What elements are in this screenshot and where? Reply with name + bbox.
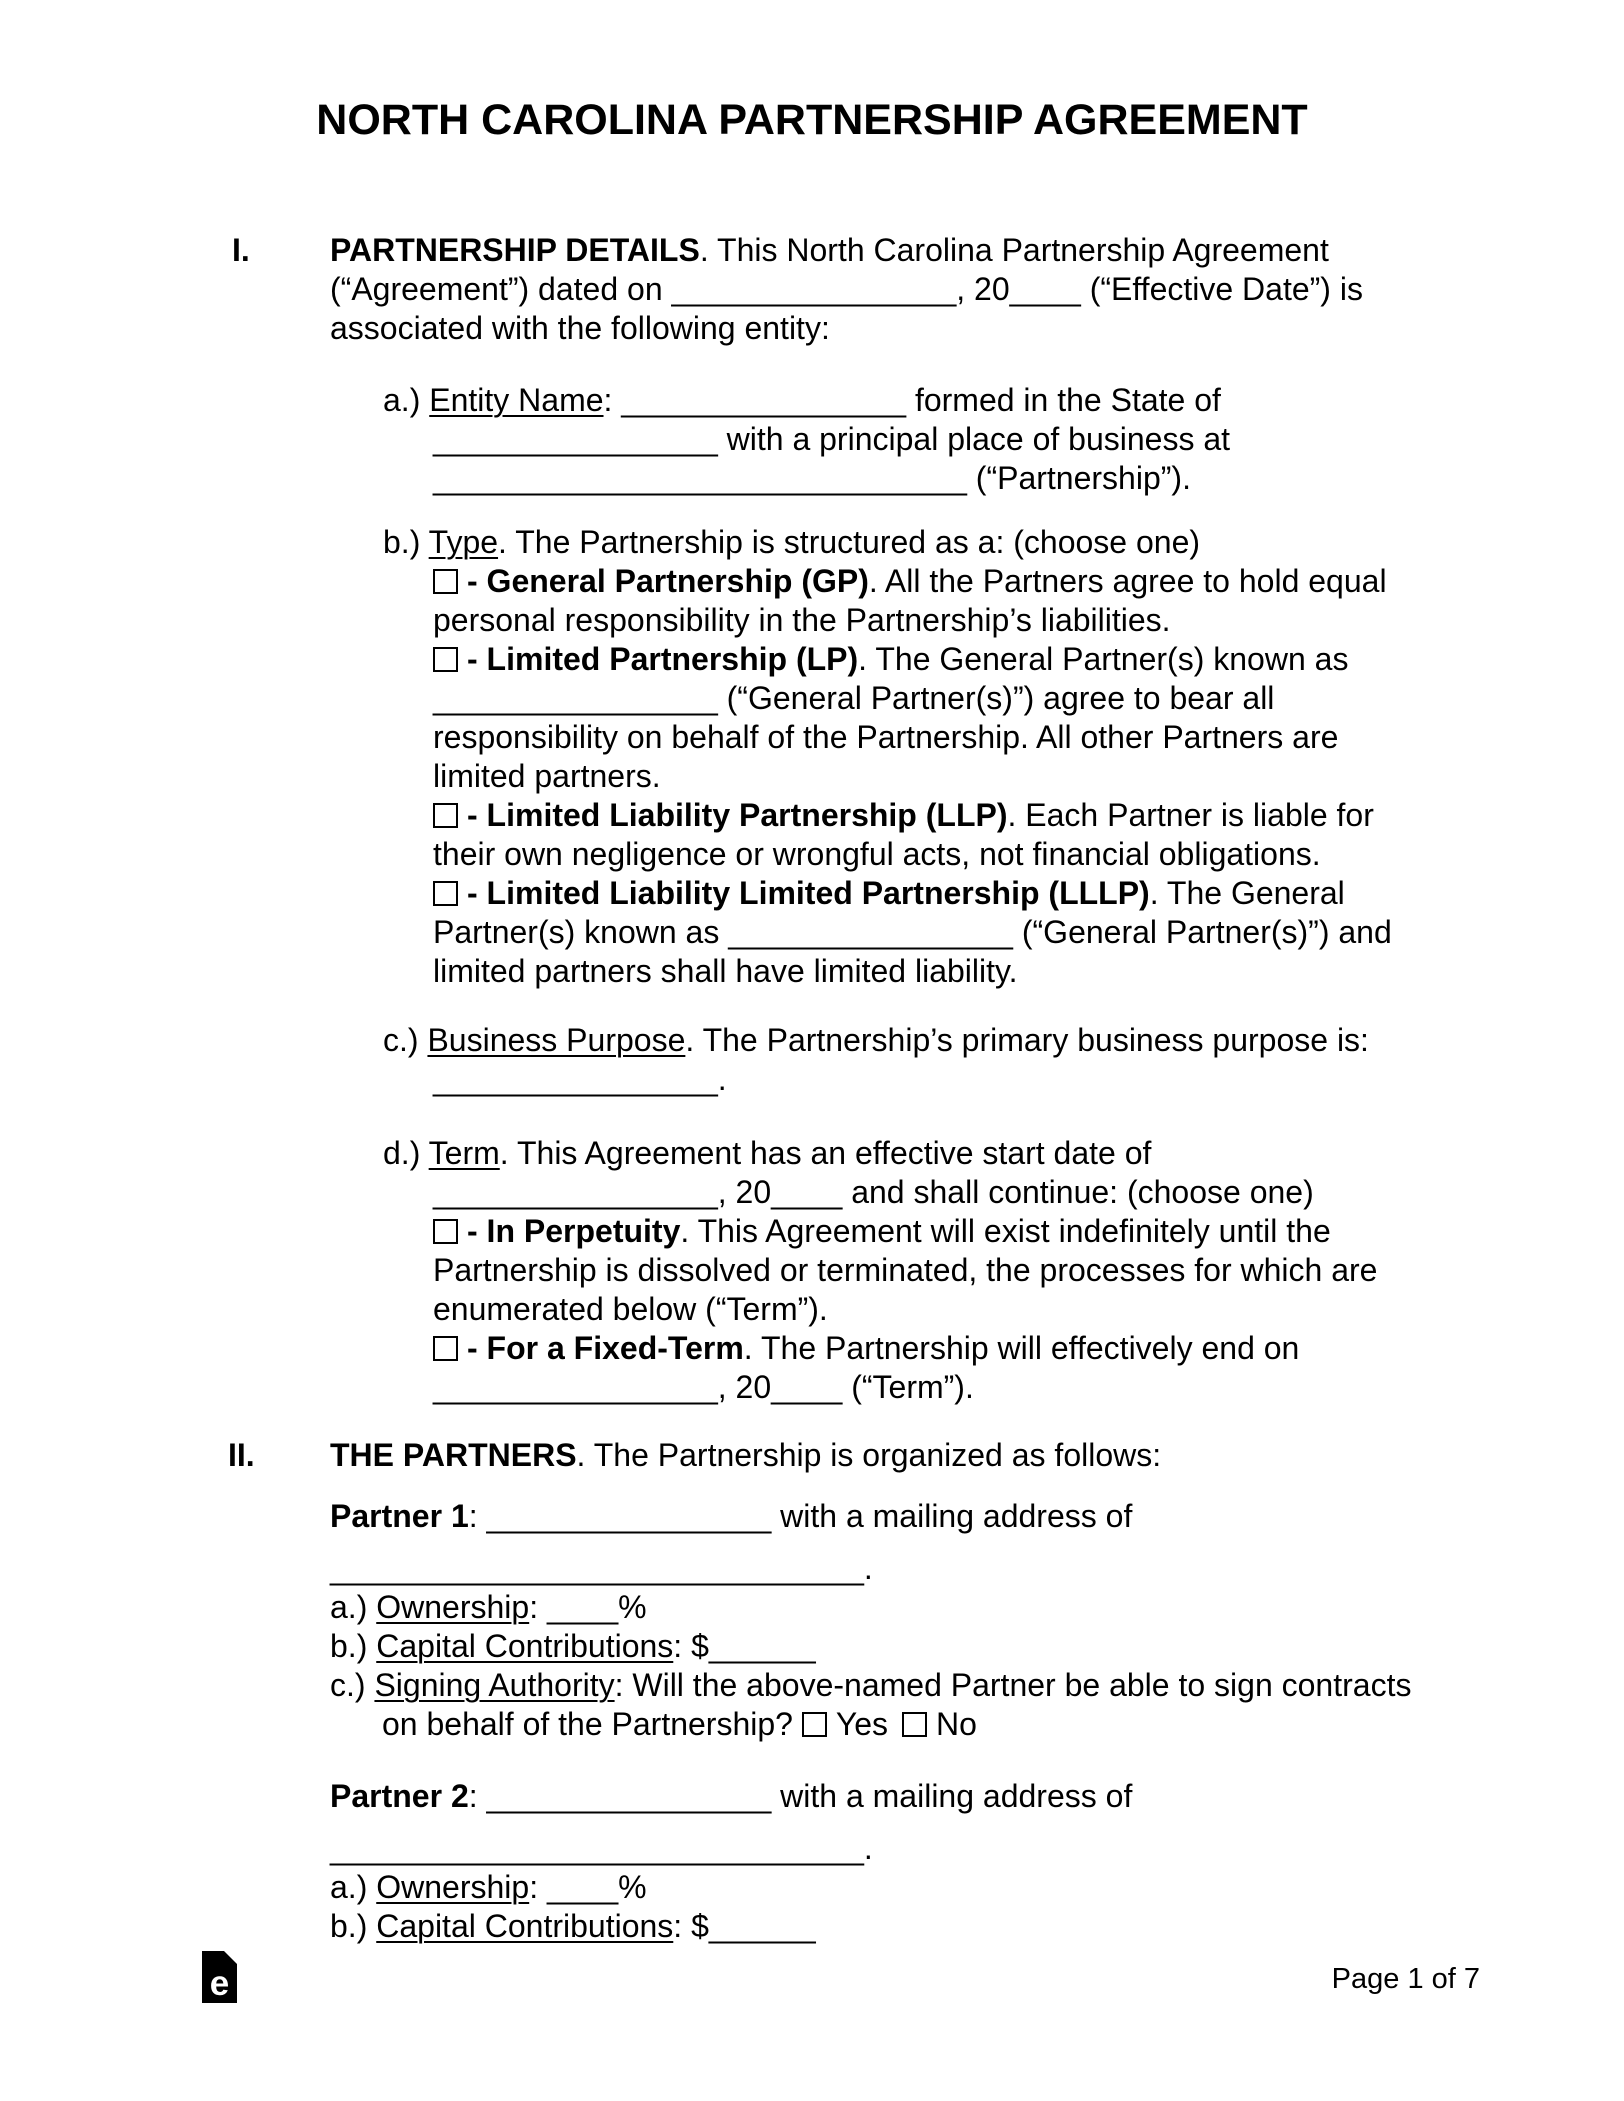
perpetuity-option-line-3: enumerated below (“Term”). — [433, 1291, 828, 1327]
partner-1-capital-term: Capital Contributions — [376, 1628, 674, 1664]
document-title: NORTH CAROLINA PARTNERSHIP AGREEMENT — [316, 96, 1308, 144]
partner-1-signing-yes-checkbox[interactable] — [802, 1712, 827, 1737]
eforms-logo-icon — [202, 1951, 237, 2003]
partner-2-ownership-term: Ownership — [376, 1869, 530, 1905]
end-year-blank-field[interactable]: ____ — [771, 1369, 843, 1405]
llp-checkbox[interactable] — [433, 803, 458, 828]
partner-1-capital-line: b.) Capital Contributions: $______ — [330, 1628, 816, 1664]
entity-name-line-2: ________________ with a principal place of business at — [433, 421, 1231, 457]
item-a-label: a.) — [383, 382, 430, 418]
state-blank-field[interactable]: ________________ — [433, 421, 718, 457]
partner-2-capital-term: Capital Contributions — [376, 1908, 674, 1944]
partner-1-signing-yes-label: Yes — [835, 1706, 889, 1742]
eforms-logo-letter: e — [209, 1964, 230, 2003]
fixed-term-option-line-1: - For a Fixed-Term. The Partnership will effectively end on — [383, 1329, 1377, 1368]
section-1-heading: PARTNERSHIP DETAILS — [330, 232, 700, 268]
item-c-label: c.) — [383, 1022, 428, 1058]
section-1-numeral: I. — [232, 232, 250, 268]
business-purpose-term: Business Purpose — [427, 1022, 686, 1058]
entity-name-blank-field[interactable]: ________________ — [621, 382, 907, 418]
lllp-option-line-3: limited partners shall have limited liability. — [433, 953, 1018, 989]
gp-option-line-1: - General Partnership (GP). All the Partners agree to hold equal — [383, 562, 1392, 601]
section-2-heading-line — [330, 1436, 1161, 1475]
partner-1-ownership-term: Ownership — [376, 1589, 530, 1625]
gp-option-line-2: personal responsibility in the Partnership’s liabilities. — [433, 602, 1171, 638]
partner-2-line-1: Partner 2: ________________ with a mailing address of — [330, 1778, 1133, 1814]
partner-1-block — [330, 1497, 1411, 1744]
type-term: Type — [428, 524, 499, 560]
llp-option-line-2: their own negligence or wrongful acts, not financial obligations. — [433, 836, 1321, 872]
section-1-intro-line-2: (“Agreement”) dated on ________________, 20____ (“Effective Date”) is — [330, 271, 1363, 307]
item-entity-name — [383, 381, 1230, 498]
section-2-heading: THE PARTNERS — [330, 1437, 577, 1473]
entity-name-line-1: a.) Entity Name: ________________ formed in the State of — [383, 382, 1221, 418]
partner-1-ownership-blank-field[interactable]: ____ — [546, 1589, 619, 1625]
partner-1-signing-line-2: on behalf of the Partnership? Yes No — [382, 1706, 977, 1742]
lp-option-line-2: ________________ (“General Partner(s)”) agree to bear all — [433, 680, 1275, 716]
item-business-purpose — [383, 1021, 1369, 1099]
partner-2-capital-blank-field[interactable]: ______ — [708, 1908, 816, 1944]
business-address-blank-field[interactable]: ______________________________ — [433, 460, 967, 496]
fixed-term-checkbox[interactable] — [433, 1336, 458, 1361]
fixed-term-option-line-2: ________________, 20____ (“Term”). — [433, 1369, 974, 1405]
partner-2-label: Partner 2 — [330, 1778, 469, 1814]
partner-2-address-line: ______________________________. — [330, 1830, 873, 1866]
lp-option-line-4: limited partners. — [433, 758, 661, 794]
partner-2-capital-line: b.) Capital Contributions: $______ — [330, 1908, 816, 1944]
partner-1-address-line: ______________________________. — [330, 1550, 873, 1586]
partner-2-block — [330, 1777, 1132, 1946]
partner-1-signing-term: Signing Authority — [374, 1667, 615, 1703]
perpetuity-option-line-1: - In Perpetuity. This Agreement will exist indefinitely until the — [383, 1212, 1377, 1251]
partner-1-signing-line-1: c.) Signing Authority: Will the above-named Partner be able to sign contracts — [330, 1667, 1412, 1703]
business-purpose-line-2: ________________. — [433, 1061, 727, 1097]
partner-1-label: Partner 1 — [330, 1498, 469, 1534]
start-year-blank-field[interactable]: ____ — [771, 1174, 843, 1210]
item-b-label: b.) — [383, 524, 429, 560]
term-term: Term — [428, 1135, 500, 1171]
section-2-numeral: II. — [228, 1437, 255, 1473]
llp-option-line-1: - Limited Liability Partnership (LLP). Each Partner is liable for — [383, 796, 1392, 835]
effective-date-blank-field[interactable]: ________________ — [671, 271, 957, 307]
partner-1-line-1: Partner 1: ________________ with a mailing address of — [330, 1498, 1133, 1534]
partner-2-address-blank-field[interactable]: ______________________________ — [330, 1830, 864, 1866]
perpetuity-option-line-2: Partnership is dissolved or terminated, the processes for which are — [433, 1252, 1378, 1288]
item-type — [383, 523, 1392, 991]
business-purpose-line-1: c.) Business Purpose. The Partnership’s primary business purpose is: — [383, 1022, 1369, 1058]
partner-1-signing-no-checkbox[interactable] — [902, 1712, 927, 1737]
start-date-blank-field[interactable]: ________________ — [433, 1174, 718, 1210]
entity-name-term: Entity Name — [429, 382, 604, 418]
section-2-heading-text: THE PARTNERS. The Partnership is organized as follows: — [330, 1437, 1162, 1473]
lllp-checkbox[interactable] — [433, 881, 458, 906]
partner-2-name-blank-field[interactable]: ________________ — [486, 1778, 772, 1814]
section-1-intro-line-3: associated with the following entity: — [330, 310, 830, 346]
term-line-2: ________________, 20____ and shall continue: (choose one) — [433, 1174, 1314, 1210]
type-line-1: b.) Type. The Partnership is structured as a: (choose one) — [383, 524, 1201, 560]
lp-checkbox[interactable] — [433, 647, 458, 672]
partner-2-ownership-blank-field[interactable]: ____ — [546, 1869, 619, 1905]
item-term — [383, 1134, 1377, 1407]
partner-1-name-blank-field[interactable]: ________________ — [486, 1498, 772, 1534]
partner-1-address-blank-field[interactable]: ______________________________ — [330, 1550, 864, 1586]
page-number: Page 1 of 7 — [1331, 1963, 1480, 1995]
lp-option-line-3: responsibility on behalf of the Partnership. All other Partners are — [433, 719, 1339, 755]
business-purpose-blank-field[interactable]: ________________ — [433, 1061, 718, 1097]
lllp-option-line-2: Partner(s) known as ________________ (“General Partner(s)”) and — [433, 914, 1392, 950]
term-line-1: d.) Term. This Agreement has an effective start date of — [383, 1135, 1152, 1171]
partner-2-ownership-line: a.) Ownership: ____% — [330, 1869, 647, 1905]
section-1-intro-line-1: PARTNERSHIP DETAILS. This North Carolina Partnership Agreement — [330, 232, 1329, 268]
partner-1-ownership-line: a.) Ownership: ____% — [330, 1589, 647, 1625]
partner-1-signing-no-label: No — [936, 1706, 977, 1742]
partner-1-capital-blank-field[interactable]: ______ — [708, 1628, 816, 1664]
lllp-option-line-1: - Limited Liability Limited Partnership (LLLP). The General — [383, 874, 1392, 913]
lllp-general-partners-blank-field[interactable]: ________________ — [728, 914, 1013, 950]
lp-general-partners-blank-field[interactable]: ________________ — [433, 680, 718, 716]
lp-option-line-1: - Limited Partnership (LP). The General Partner(s) known as — [383, 640, 1392, 679]
item-d-label: d.) — [383, 1135, 429, 1171]
end-date-blank-field[interactable]: ________________ — [433, 1369, 718, 1405]
gp-checkbox[interactable] — [433, 569, 458, 594]
effective-year-blank-field[interactable]: ____ — [1009, 271, 1081, 307]
entity-name-line-3: ______________________________ (“Partnership”). — [433, 460, 1191, 496]
section-1-intro — [330, 231, 1363, 348]
perpetuity-checkbox[interactable] — [433, 1219, 458, 1244]
